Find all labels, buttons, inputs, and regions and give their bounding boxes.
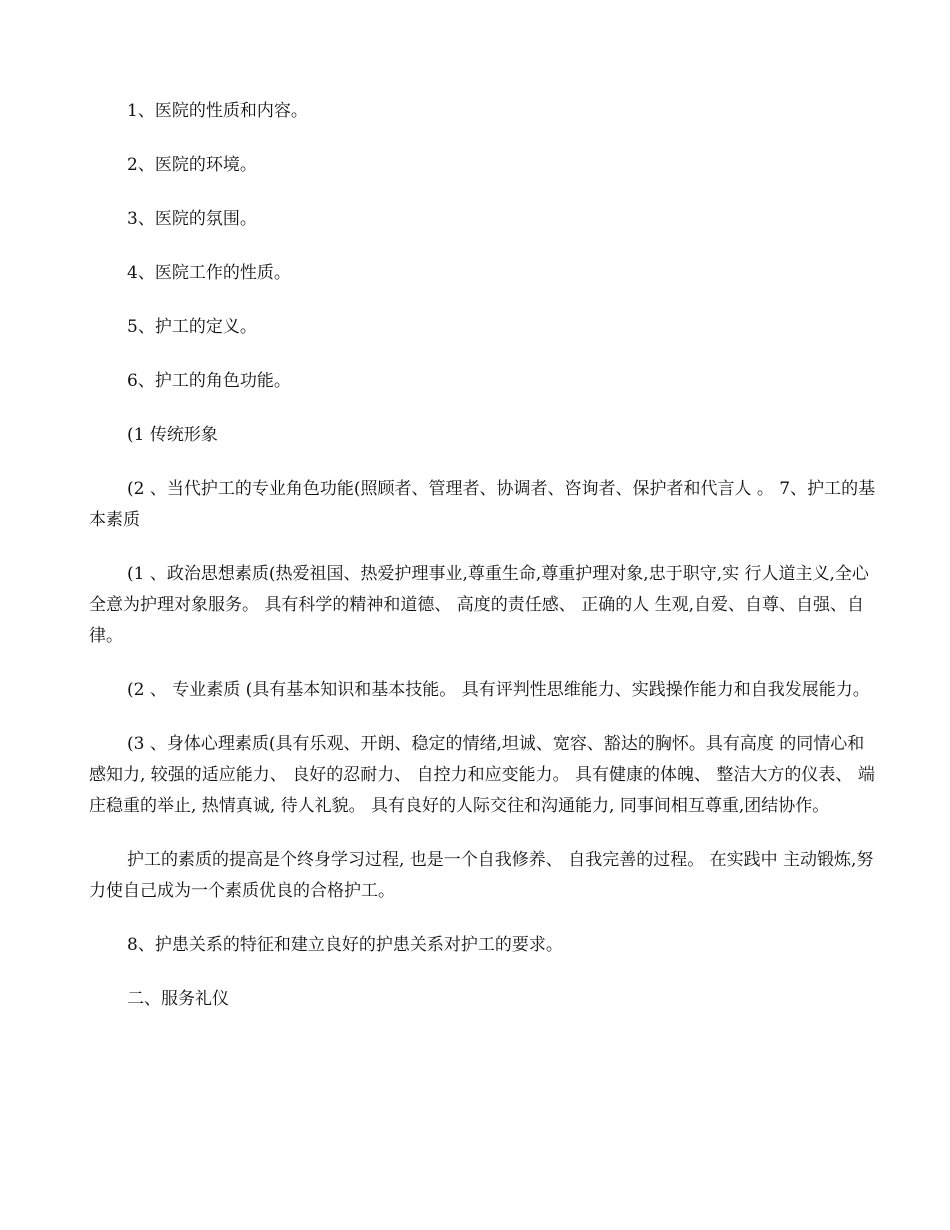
section-heading: 二、服务礼仪 bbox=[127, 989, 229, 1009]
paragraph-10: (2 、 专业素质 (具有基本知识和基本技能。 具有评判性思维能力、实践操作能力和自我发展能力。 bbox=[127, 680, 870, 700]
paragraph-2: 2、医院的环境。 bbox=[127, 155, 257, 175]
paragraph-3: 3、医院的氛围。 bbox=[127, 209, 257, 229]
paragraph-6: 6、护工的角色功能。 bbox=[127, 371, 291, 391]
document-body bbox=[89, 96, 879, 1038]
paragraph-13: 8、护患关系的特征和建立良好的护患关系对护工的要求。 bbox=[127, 935, 563, 955]
paragraph-11: (3 、身体心理素质(具有乐观、开朗、稳定的情绪,坦诚、宽容、豁达的胸怀。具有高度 的同情心和感知力, 较强的适应能力、 良好的忍耐力、 自控力和应变能力。 具有健康的体魄、 整洁大方的仪表、 端庄稳重的举止, 热情真诚, 待人礼貌。 具有良好的人际交往和沟通能力, 同事间相互尊重,团结协作。 bbox=[89, 734, 875, 816]
paragraph-12: 护工的素质的提高是个终身学习过程, 也是一个自我修养、 自我完善的过程。 在实践中 主动锻炼,努力使自己成为一个素质优良的合格护工。 bbox=[89, 850, 874, 901]
paragraph-1: 1、医院的性质和内容。 bbox=[127, 101, 308, 121]
paragraph-7: (1 传统形象 bbox=[127, 425, 218, 445]
paragraph-5: 5、护工的定义。 bbox=[127, 317, 257, 337]
paragraph-9: (1 、政治思想素质(热爱祖国、热爱护理事业,尊重生命,尊重护理对象,忠于职守,实 行人道主义,全心全意为护理对象服务。 具有科学的精神和道德、 高度的责任感、 正确的人 生观,自爱、自尊、自强、自律。 bbox=[89, 564, 869, 646]
paragraph-4: 4、医院工作的性质。 bbox=[127, 263, 291, 283]
paragraph-8: (2 、当代护工的专业角色功能(照顾者、管理者、协调者、咨询者、保护者和代言人 。 7、护工的基本素质 bbox=[89, 479, 876, 530]
